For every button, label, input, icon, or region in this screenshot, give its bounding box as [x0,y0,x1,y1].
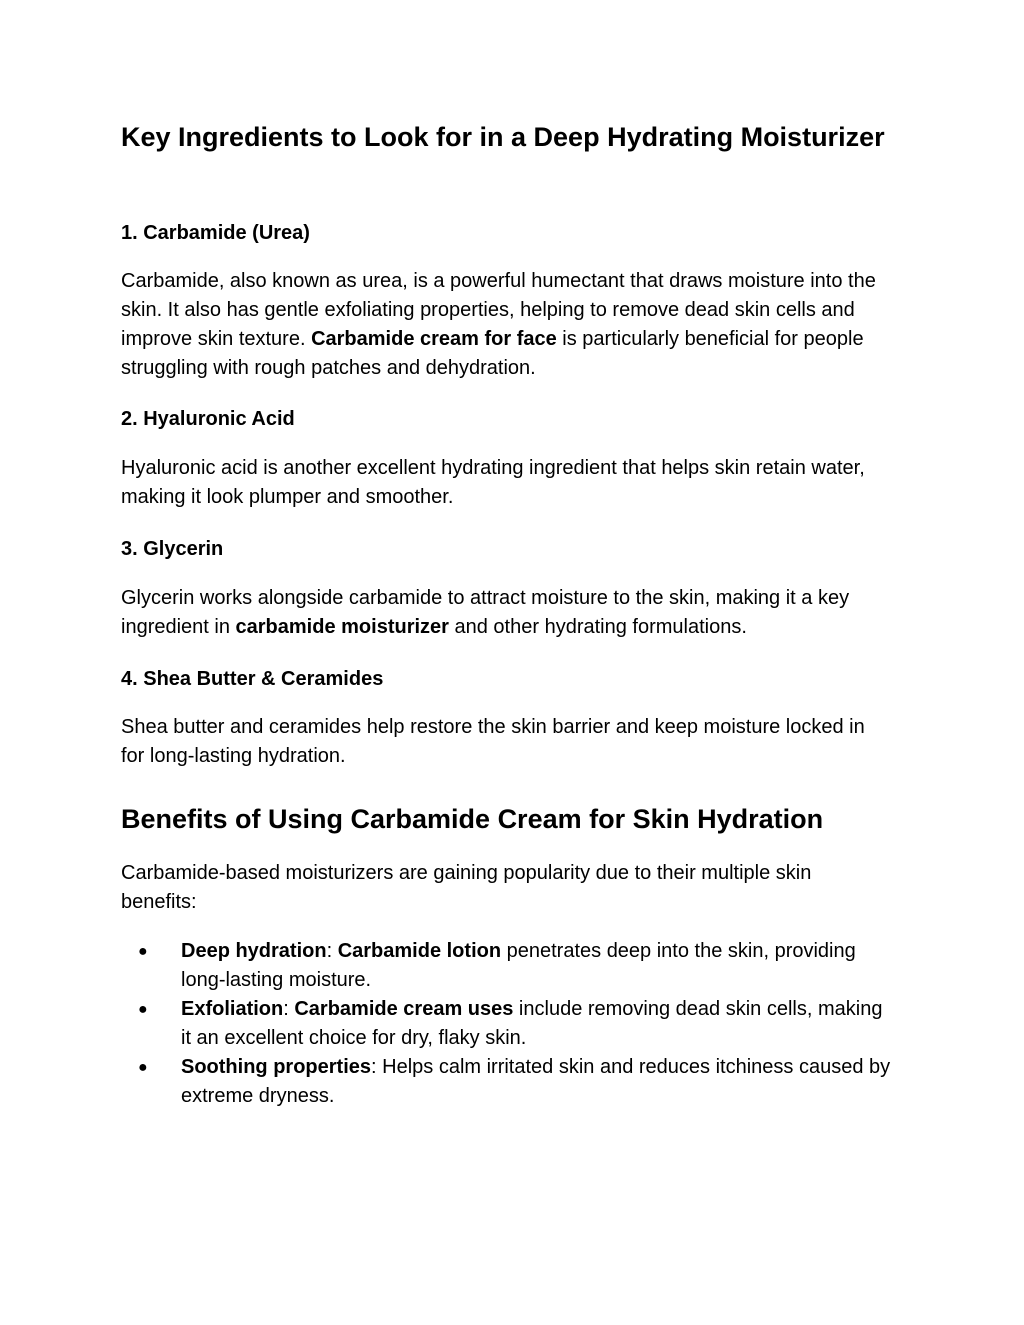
paragraph-carbamide [121,267,891,383]
bullet-text: include removing dead skin cells, making it an excellent choice for dry, flaky skin. [181,998,883,1049]
list-item [121,995,891,1053]
section-title-benefits: Benefits of Using Carbamide Cream for Skin Hydration [121,804,824,834]
paragraph-text: is particularly beneficial for people struggling with rough patches and dehydration. [121,328,864,379]
bullet-icon: ● [138,1059,148,1076]
bullet-text: penetrates deep into the skin, providing long-lasting moisture. [181,940,856,991]
paragraph-text: and other hydrating formulations. [448,616,747,638]
bullet-label: Soothing properties [181,1056,371,1078]
bold-keyword: carbamide moisturizer [235,616,449,638]
bullet-icon: ● [138,1001,148,1018]
paragraph-shea-butter: Shea butter and ceramides help restore the skin barrier and keep moisture locked in for long-lasting hydration. [121,716,865,767]
bullet-separator: : [326,940,338,962]
bullet-label: Deep hydration [181,940,327,962]
heading-glycerin: 3. Glycerin [121,538,224,560]
paragraph-text: Carbamide, also known as urea, is a powerful humectant that draws moisture into the skin. It also has gentle exfoliating properties, helping to remove dead skin cells and improve skin texture. [121,270,876,350]
bold-keyword: Carbamide cream for face [311,328,557,350]
bullet-text: Helps calm irritated skin and reduces itchiness caused by extreme dryness. [181,1056,891,1107]
heading-shea-butter-ceramides: 4. Shea Butter & Ceramides [121,668,384,690]
paragraph-glycerin [121,584,891,642]
section-title-key-ingredients: Key Ingredients to Look for in a Deep Hydrating Moisturizer [121,122,885,152]
bullet-separator: : [371,1056,383,1078]
list-item [121,937,891,995]
bullet-separator: : [283,998,295,1020]
benefits-list [121,937,891,1111]
paragraph-benefits-intro: Carbamide-based moisturizers are gaining popularity due to their multiple skin benefits: [121,862,812,913]
list-item [121,1053,891,1111]
heading-hyaluronic-acid: 2. Hyaluronic Acid [121,408,295,430]
paragraph-text: Glycerin works alongside carbamide to attract moisture to the skin, making it a key ingredient in [121,587,850,638]
bullet-label: Exfoliation [181,998,284,1020]
bold-keyword: Carbamide cream uses [294,998,514,1020]
heading-carbamide: 1. Carbamide (Urea) [121,222,310,244]
paragraph-hyaluronic-acid: Hyaluronic acid is another excellent hydrating ingredient that helps skin retain water, making it look plumper and smoother. [121,457,865,508]
bold-keyword: Carbamide lotion [337,940,502,962]
bullet-icon: ● [138,943,148,960]
